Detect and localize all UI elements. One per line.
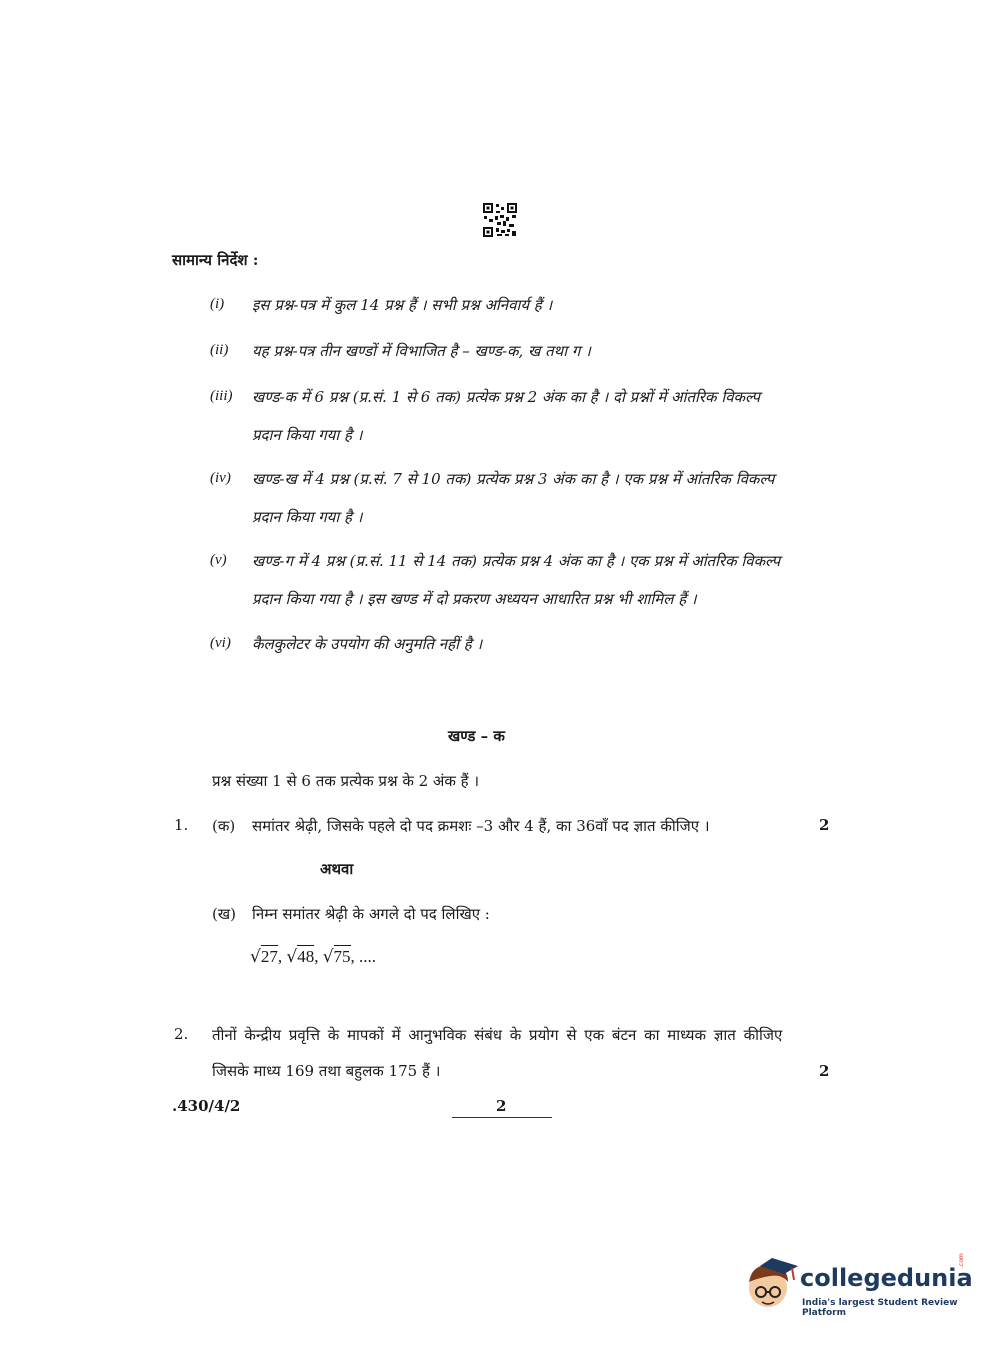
instruction-6: कैलकुलेटर के उपयोग की अनुमति नहीं है । <box>252 635 483 653</box>
instruction-num-2: (ii) <box>210 342 229 358</box>
or-label: अथवा <box>320 860 354 878</box>
surd-term-1: √27 <box>250 947 278 967</box>
instructions-title: सामान्य निर्देश : <box>172 251 259 269</box>
surd-term-2: √48 <box>286 947 315 967</box>
surd-sep-2: , <box>314 947 319 966</box>
section-title: खण्ड – क <box>448 727 505 745</box>
paper-code: .430/4/2 <box>172 1097 241 1115</box>
section-intro: प्रश्न संख्या 1 से 6 तक प्रत्येक प्रश्न के 2 अंक हैं । <box>212 772 480 790</box>
question-1a-label: (क) <box>212 817 236 835</box>
surd-sequence <box>250 947 376 967</box>
instruction-3-line-1: खण्ड-क में 6 प्रश्न (प्र.सं. 1 से 6 तक) प्रत्येक प्रश्न 2 अंक का है । दो प्रश्नों में आंतरिक विकल्प <box>252 388 761 406</box>
page-number-rule <box>452 1117 552 1118</box>
surd-sep-3: , <box>350 947 355 966</box>
instruction-num-1: (i) <box>210 296 225 312</box>
instruction-4-line-1: खण्ड-ख में 4 प्रश्न (प्र.सं. 7 से 10 तक) प्रत्येक प्रश्न 3 अंक का है । एक प्रश्न में आंतरिक विकल्प <box>252 470 775 488</box>
question-2-number: 2. <box>174 1025 189 1043</box>
mascot-icon <box>742 1252 800 1314</box>
instruction-2: यह प्रश्न-पत्र तीन खण्डों में विभाजित है – खण्ड-क, ख तथा ग । <box>252 342 591 360</box>
question-1-number: 1. <box>174 816 189 834</box>
instruction-num-3: (iii) <box>210 388 233 404</box>
question-1b-text: निम्न समांतर श्रेढ़ी के अगले दो पद लिखिए : <box>252 905 490 923</box>
qr-code-icon <box>482 202 518 238</box>
instruction-4-line-2: प्रदान किया गया है । <box>252 508 363 526</box>
brand-tagline: India's largest Student Review Platform <box>802 1298 958 1318</box>
question-1-marks: 2 <box>819 816 830 834</box>
instruction-5-line-2: प्रदान किया गया है । इस खण्ड में दो प्रकरण अध्ययन आधारित प्रश्न भी शामिल हैं । <box>252 590 697 608</box>
surd-sep-1: , <box>277 947 283 966</box>
question-2-marks: 2 <box>819 1062 830 1080</box>
question-1b-label: (ख) <box>212 905 236 923</box>
question-2-line-1: तीनों केन्द्रीय प्रवृत्ति के मापकों में आनुभविक संबंध के प्रयोग से एक बंटन का माध्यक ज्ञात कीजिए <box>212 1026 783 1044</box>
question-2-line-2: जिसके माध्य 169 तथा बहुलक 175 हैं । <box>212 1062 441 1080</box>
page-number: 2 <box>496 1097 507 1115</box>
instruction-num-6: (vi) <box>210 635 231 651</box>
brand-name: collegedunia <box>800 1264 973 1292</box>
instruction-num-5: (v) <box>210 552 227 568</box>
brand-com: .com <box>958 1253 965 1268</box>
instruction-5-line-1: खण्ड-ग में 4 प्रश्न (प्र.सं. 11 से 14 तक) प्रत्येक प्रश्न 4 अंक का है । एक प्रश्न में आंतरिक विकल्प <box>252 552 781 570</box>
surd-ellipsis: .... <box>359 947 377 966</box>
question-1a-text: समांतर श्रेढ़ी, जिसके पहले दो पद क्रमशः –3 और 4 हैं, का 36वाँ पद ज्ञात कीजिए । <box>252 817 710 835</box>
instruction-3-line-2: प्रदान किया गया है । <box>252 426 363 444</box>
instruction-num-4: (iv) <box>210 470 231 486</box>
collegedunia-logo <box>742 1250 972 1320</box>
surd-term-3: √75 <box>322 947 351 967</box>
instruction-1: इस प्रश्न-पत्र में कुल 14 प्रश्न हैं । सभी प्रश्न अनिवार्य हैं । <box>252 296 553 314</box>
